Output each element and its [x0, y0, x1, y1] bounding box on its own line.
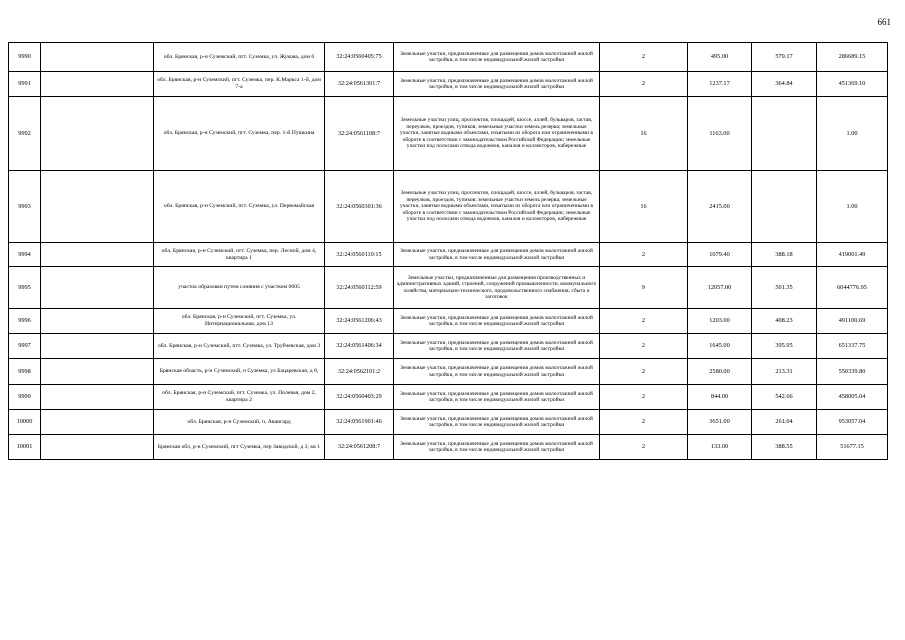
table-row: [9, 309, 888, 334]
cell-land-use: Земельные участки, предназначенные для размещения домов малоэтажной жилой застройки, в том числе индивидуальной жилой застройки: [394, 72, 600, 97]
cell-group: 2: [600, 334, 688, 359]
cell-land-use: Земельные участки, предназначенные для размещения домов малоэтажной жилой застройки, в том числе индивидуальной жилой застройки: [394, 243, 600, 267]
cell-cadastral-number: 32:24:0562101:2: [325, 359, 394, 385]
cell-specific-value: 388.55: [752, 435, 817, 460]
cell-cadastral-number: 32:24:0561406:34: [325, 334, 394, 359]
cell-area: 2415.00: [688, 171, 752, 243]
cell-land-use: Земельные участки, предназначенные для размещения домов малоэтажной жилой застройки, в том числе индивидуальной жилой застройки: [394, 435, 600, 460]
cell-spacer: [41, 243, 154, 267]
cell-land-use: Земельные участки улиц, проспектов, площадей, шоссе, аллей, бульваров, застав, переулков, проездов, тупиков; земельные участки земель резерва; земельные участки, занятые водными объектами, изъятыми из оборота или ограниченными в обороте в соответствии с законодательством Российской Федерации; земельные участки под полосами отвода водоемов, каналов и коллекторов, набережные: [394, 171, 600, 243]
table-row: [9, 243, 888, 267]
cell-cadastral-value: 550339.80: [817, 359, 888, 385]
cell-group: 2: [600, 72, 688, 97]
cell-address: обл. Брянская, р-н Суземский, пгт. Суземка, пер. К.Маркса 1-й, дом 7-а: [154, 72, 325, 97]
cell-area: 12057.00: [688, 267, 752, 309]
table-row: [9, 435, 888, 460]
cell-number: 9998: [9, 359, 41, 385]
cell-specific-value: [752, 97, 817, 171]
cell-spacer: [41, 410, 154, 435]
cell-specific-value: 364.84: [752, 72, 817, 97]
cell-specific-value: 501.35: [752, 267, 817, 309]
cell-area: 133.00: [688, 435, 752, 460]
page-number: 661: [877, 17, 891, 27]
cell-address: Брянская обл, р-н Суземский, пгт Суземка, пер Заводской, д 3, кв 1: [154, 435, 325, 460]
table-row: [9, 385, 888, 410]
cell-number: 9991: [9, 72, 41, 97]
cell-number: 9994: [9, 243, 41, 267]
cell-group: 2: [600, 435, 688, 460]
cell-cadastral-value: 1.00: [817, 97, 888, 171]
table-body: [9, 43, 888, 460]
cell-cadastral-value: 1.00: [817, 171, 888, 243]
table-row: [9, 72, 888, 97]
cell-land-use: Земельные участки, предназначенные для размещения домов малоэтажной жилой застройки, в том числе индивидуальной жилой застройки: [394, 309, 600, 334]
cell-address: обл. Брянская, р-н Суземский, п. Авангард: [154, 410, 325, 435]
cell-group: 2: [600, 385, 688, 410]
table-row: [9, 359, 888, 385]
cell-cadastral-value: 51677.15: [817, 435, 888, 460]
cell-address: обл. Брянская, р-н Суземский, пгт. Суземка, ул. Трубчевская, дом 3: [154, 334, 325, 359]
cell-spacer: [41, 385, 154, 410]
cell-area: 1645.00: [688, 334, 752, 359]
cell-address: обл. Брянская, р-н Суземский, пгт. Суземка, пер. 1-й Пушкина: [154, 97, 325, 171]
cell-spacer: [41, 97, 154, 171]
cell-specific-value: 579.17: [752, 43, 817, 72]
cell-area: 3651.00: [688, 410, 752, 435]
cell-group: 2: [600, 359, 688, 385]
cell-cadastral-number: 32:24:0561206:43: [325, 309, 394, 334]
cell-cadastral-number: 32:24:0561208:7: [325, 435, 394, 460]
cell-number: 9993: [9, 171, 41, 243]
cell-group: 2: [600, 309, 688, 334]
cell-land-use: Земельные участки, предназначенные для размещения домов малоэтажной жилой застройки, в том числе индивидуальной жилой застройки: [394, 385, 600, 410]
cell-number: 9992: [9, 97, 41, 171]
cell-cadastral-value: 651337.75: [817, 334, 888, 359]
cell-group: 2: [600, 243, 688, 267]
cell-address: обл. Брянская, р-н Суземский, пгт. Суземка, ул. Интернациональная, дом 13: [154, 309, 325, 334]
cell-cadastral-number: 32:24:0560301:36: [325, 171, 394, 243]
cell-group: 2: [600, 410, 688, 435]
cell-land-use: Земельные участки, предназначенные для размещения домов малоэтажной жилой застройки, в том числе индивидуальной жилой застройки: [394, 359, 600, 385]
cell-land-use: Земельные участки, предназначенные для размещения домов малоэтажной жилой застройки, в том числе индивидуальной жилой застройки: [394, 410, 600, 435]
cell-number: 10001: [9, 435, 41, 460]
cell-spacer: [41, 435, 154, 460]
cell-number: 10000: [9, 410, 41, 435]
cell-spacer: [41, 267, 154, 309]
cell-number: 9997: [9, 334, 41, 359]
cell-land-use: Земельные участки улиц, проспектов, площадей, шоссе, аллей, бульваров, застав, переулков, проездов, тупиков; земельные участки земель резерва; земельные участки, занятые водными объектами, изъятыми из оборота или ограниченными в обороте в соответствии с законодательством Российской Федерации; земельные участки под полосами отвода водоемов, каналов и коллекторов, набережные: [394, 97, 600, 171]
cell-group: 9: [600, 267, 688, 309]
cell-spacer: [41, 359, 154, 385]
cell-land-use: Земельные участки, предназначенные для размещения домов малоэтажной жилой застройки, в том числе индивидуальной жилой застройки: [394, 43, 600, 72]
cell-specific-value: 408.23: [752, 309, 817, 334]
cell-cadastral-number: 32:24:0560110:15: [325, 243, 394, 267]
cell-address: обл. Брянская, р-н Суземский, пгт. Суземка, пер. Лесной, дом 4, квартира 1: [154, 243, 325, 267]
cell-cadastral-value: 458005.04: [817, 385, 888, 410]
cell-specific-value: 542.66: [752, 385, 817, 410]
cadastral-value-table: [8, 42, 888, 460]
cell-cadastral-value: 953057.04: [817, 410, 888, 435]
cell-specific-value: 261.04: [752, 410, 817, 435]
cell-spacer: [41, 43, 154, 72]
cell-cadastral-number: 32:24:0560403:29: [325, 385, 394, 410]
cell-address: Брянская область, р-н Суземский, п Суземка, ул Бацаревская, д 8,: [154, 359, 325, 385]
cell-area: 1203.00: [688, 309, 752, 334]
table-row: [9, 171, 888, 243]
cell-specific-value: 395.95: [752, 334, 817, 359]
cell-address: обл. Брянская, р-н Суземский, пгт. Суземка, ул. Полевая, дом 2, квартира 2: [154, 385, 325, 410]
cell-cadastral-number: 32:24:0561301:7: [325, 72, 394, 97]
cell-land-use: Земельные участки, предназначенные для размещения производственных и административных зданий, строений, сооружений промышленности, коммунального хозяйства, материально-технического, продовольственного снабжения, сбыта и заготовок: [394, 267, 600, 309]
cell-address: участок образован путем слияния с участком 0005: [154, 267, 325, 309]
cell-area: 844.00: [688, 385, 752, 410]
cell-area: 1237.17: [688, 72, 752, 97]
cell-spacer: [41, 72, 154, 97]
cell-group: 16: [600, 171, 688, 243]
cell-specific-value: 213.31: [752, 359, 817, 385]
cell-address: обл. Брянская, р-н Суземский, пгт. Суземка, ул. Первомайская: [154, 171, 325, 243]
cell-group: 16: [600, 97, 688, 171]
cell-area: 2580.00: [688, 359, 752, 385]
table-row: [9, 97, 888, 171]
cell-number: 9995: [9, 267, 41, 309]
table-row: [9, 43, 888, 72]
cell-address: обл. Брянская, р-н Суземский, пгт. Суземка, ул. Жукова, дом 6: [154, 43, 325, 72]
cell-cadastral-number: 32:24:0560405:75: [325, 43, 394, 72]
cell-spacer: [41, 171, 154, 243]
cell-spacer: [41, 309, 154, 334]
cell-number: 9996: [9, 309, 41, 334]
cell-area: 1163.00: [688, 97, 752, 171]
cell-cadastral-number: 32:24:0561108:7: [325, 97, 394, 171]
cell-land-use: Земельные участки, предназначенные для размещения домов малоэтажной жилой застройки, в том числе индивидуальной жилой застройки: [394, 334, 600, 359]
table-row: [9, 267, 888, 309]
cell-specific-value: [752, 171, 817, 243]
cell-cadastral-number: 32:24:0561901:46: [325, 410, 394, 435]
cell-cadastral-value: 419001.49: [817, 243, 888, 267]
table-row: [9, 410, 888, 435]
table-row: [9, 334, 888, 359]
cell-area: 495.00: [688, 43, 752, 72]
cell-number: 9999: [9, 385, 41, 410]
cell-spacer: [41, 334, 154, 359]
cell-area: 1079.40: [688, 243, 752, 267]
cell-number: 9990: [9, 43, 41, 72]
cell-group: 2: [600, 43, 688, 72]
cell-cadastral-value: 286689.15: [817, 43, 888, 72]
cell-cadastral-value: 6044776.95: [817, 267, 888, 309]
cell-cadastral-value: 491100.69: [817, 309, 888, 334]
cell-cadastral-number: 32:24:0560112:59: [325, 267, 394, 309]
cell-cadastral-value: 451369.10: [817, 72, 888, 97]
cell-specific-value: 388.18: [752, 243, 817, 267]
